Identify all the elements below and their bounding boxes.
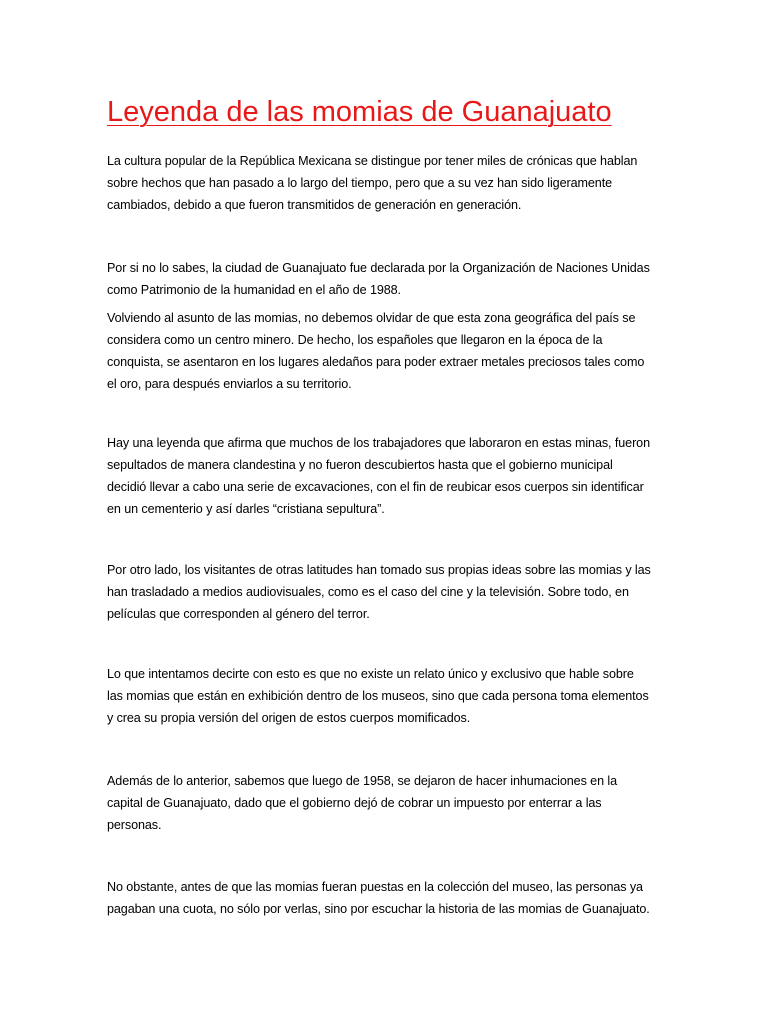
paragraph-patrimonio xyxy=(107,257,667,301)
text-line: el oro, para después enviarlos a su territorio. xyxy=(107,377,352,391)
paragraph-relato-unico xyxy=(107,663,667,729)
text-line: sobre hechos que han pasado a lo largo del tiempo, pero que a su vez han sido ligeramente xyxy=(107,176,612,190)
text-line: pagaban una cuota, no sólo por verlas, sino por escuchar la historia de las momias de Guanajuato. xyxy=(107,902,650,916)
text-line: No obstante, antes de que las momias fueran puestas en la colección del museo, las personas ya xyxy=(107,880,643,894)
text-line: Por si no lo sabes, la ciudad de Guanajuato fue declarada por la Organización de Naciones Unidas xyxy=(107,261,650,275)
text-line: capital de Guanajuato, dado que el gobierno dejó de cobrar un impuesto por enterrar a las xyxy=(107,796,602,810)
paragraph-visitantes xyxy=(107,559,667,625)
document-title: Leyenda de las momias de Guanajuato xyxy=(107,96,612,128)
text-line: Volviendo al asunto de las momias, no debemos olvidar de que esta zona geográfica del país se xyxy=(107,311,636,325)
text-line: y crea su propia versión del origen de estos cuerpos momificados. xyxy=(107,711,471,725)
text-line: La cultura popular de la República Mexicana se distingue por tener miles de crónicas que hablan xyxy=(107,154,638,168)
text-line: sepultados de manera clandestina y no fueron descubiertos hasta que el gobierno municipal xyxy=(107,458,613,472)
paragraph-cultura-popular xyxy=(107,150,667,216)
text-line: han trasladado a medios audiovisuales, como es el caso del cine y la televisión. Sobre todo, en xyxy=(107,585,629,599)
text-line: Lo que intentamos decirte con esto es que no existe un relato único y exclusivo que hable sobre xyxy=(107,667,634,681)
text-line: Por otro lado, los visitantes de otras latitudes han tomado sus propias ideas sobre las momias y las xyxy=(107,563,651,577)
text-line: en un cementerio y así darles “cristiana sepultura”. xyxy=(107,502,385,516)
paragraph-inhumaciones xyxy=(107,770,667,836)
text-line: cambiados, debido a que fueron transmitidos de generación en generación. xyxy=(107,198,522,212)
text-line: personas. xyxy=(107,818,162,832)
text-line: las momias que están en exhibición dentro de los museos, sino que cada persona toma elementos xyxy=(107,689,649,703)
paragraph-leyenda-mineros xyxy=(107,432,667,520)
text-line: decidió llevar a cabo una serie de excavaciones, con el fin de reubicar esos cuerpos sin identificar xyxy=(107,480,644,494)
text-line: considera como un centro minero. De hecho, los españoles que llegaron en la época de la xyxy=(107,333,603,347)
text-line: películas que corresponden al género del terror. xyxy=(107,607,370,621)
text-line: Hay una leyenda que afirma que muchos de los trabajadores que laboraron en estas minas, fueron xyxy=(107,436,650,450)
paragraph-cuota xyxy=(107,876,667,920)
text-line: Además de lo anterior, sabemos que luego de 1958, se dejaron de hacer inhumaciones en la xyxy=(107,774,617,788)
text-line: como Patrimonio de la humanidad en el año de 1988. xyxy=(107,283,401,297)
text-line: conquista, se asentaron en los lugares aledaños para poder extraer metales preciosos tales como xyxy=(107,355,645,369)
paragraph-centro-minero xyxy=(107,307,667,395)
